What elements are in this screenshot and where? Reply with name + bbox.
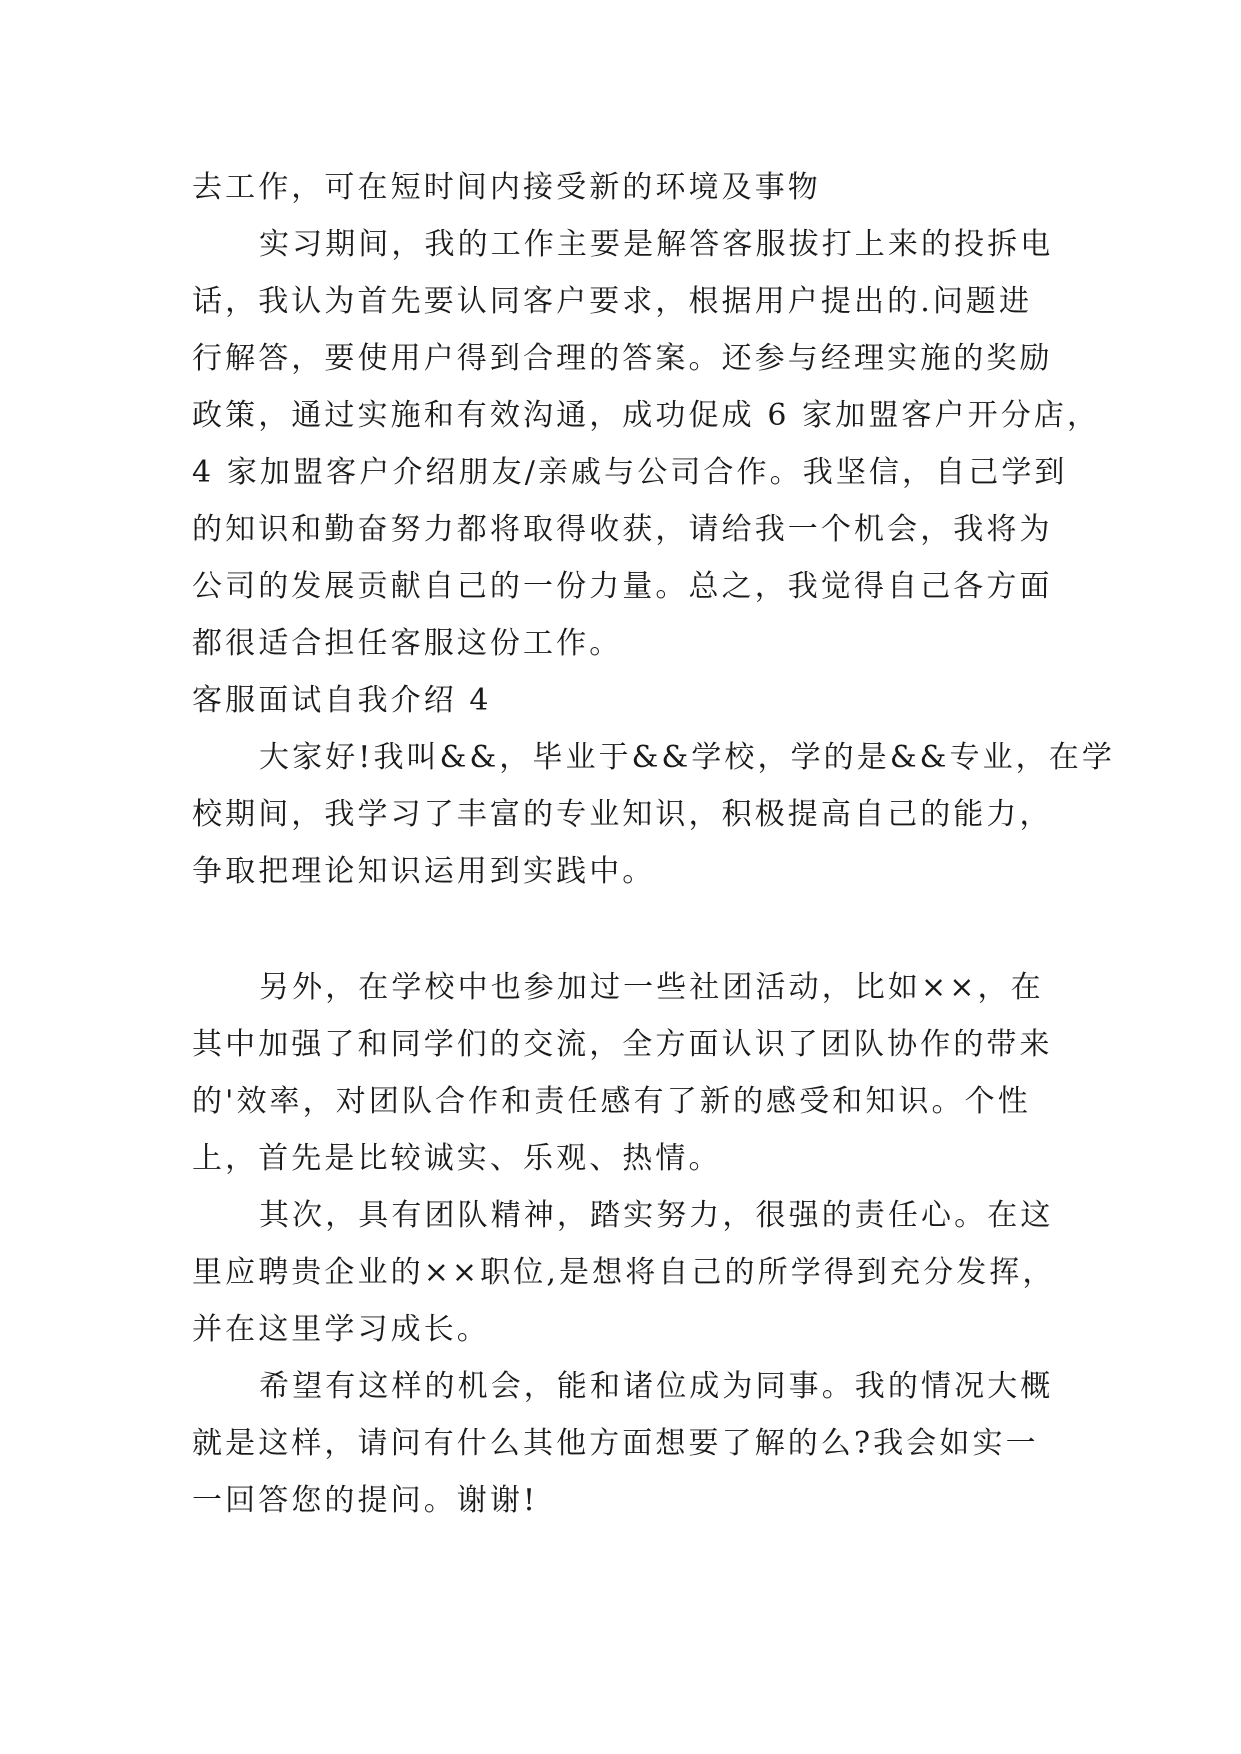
text-line: 话，我认为首先要认同客户要求，根据用户提出的.问题进 <box>192 284 1033 319</box>
text-line: 4 家加盟客户介绍朋友/亲戚与公司合作。我坚信，自己学到 <box>192 455 1068 490</box>
paragraph-first-line: 另外，在学校中也参加过一些社团活动，比如××，在 <box>259 970 1044 1005</box>
section-heading: 客服面试自我介绍 4 <box>192 683 492 718</box>
text-line: 公司的发展贡献自己的一份力量。总之，我觉得自己各方面 <box>192 569 1053 604</box>
text-line: 上，首先是比较诚实、乐观、热情。 <box>192 1141 722 1176</box>
text-line: 行解答，要使用户得到合理的答案。还参与经理实施的奖励 <box>192 341 1053 376</box>
text-line: 都很适合担任客服这份工作。 <box>192 626 623 661</box>
text-line: 的'效率，对团队合作和责任感有了新的感受和知识。个性 <box>192 1084 1031 1119</box>
text-line: 校期间，我学习了丰富的专业知识，积极提高自己的能力， <box>192 797 1053 832</box>
text-line: 的知识和勤奋努力都将取得收获，请给我一个机会，我将为 <box>192 512 1053 547</box>
text-line: 其中加强了和同学们的交流，全方面认识了团队协作的带来 <box>192 1027 1053 1062</box>
paragraph-first-line: 其次，具有团队精神，踏实努力，很强的责任心。在这 <box>259 1198 1054 1233</box>
paragraph-first-line: 实习期间，我的工作主要是解答客服拔打上来的投拆电 <box>259 227 1054 262</box>
text-line: 争取把理论知识运用到实践中。 <box>192 854 656 889</box>
text-line: 里应聘贵企业的××职位,是想将自己的所学得到充分发挥， <box>192 1255 1056 1290</box>
paragraph-first-line: 大家好!我叫&&，毕业于&&学校，学的是&&专业，在学 <box>259 740 1115 775</box>
text-line: 就是这样，请问有什么其他方面想要了解的么?我会如实一 <box>192 1426 1039 1461</box>
text-line: 去工作，可在短时间内接受新的环境及事物 <box>192 170 821 205</box>
text-line: 政策，通过实施和有效沟通，成功促成 6 家加盟客户开分店， <box>192 398 1101 433</box>
text-line: 并在这里学习成长。 <box>192 1312 490 1347</box>
paragraph-first-line: 希望有这样的机会，能和诸位成为同事。我的情况大概 <box>259 1369 1054 1404</box>
text-line: 一回答您的提问。谢谢! <box>192 1483 539 1518</box>
